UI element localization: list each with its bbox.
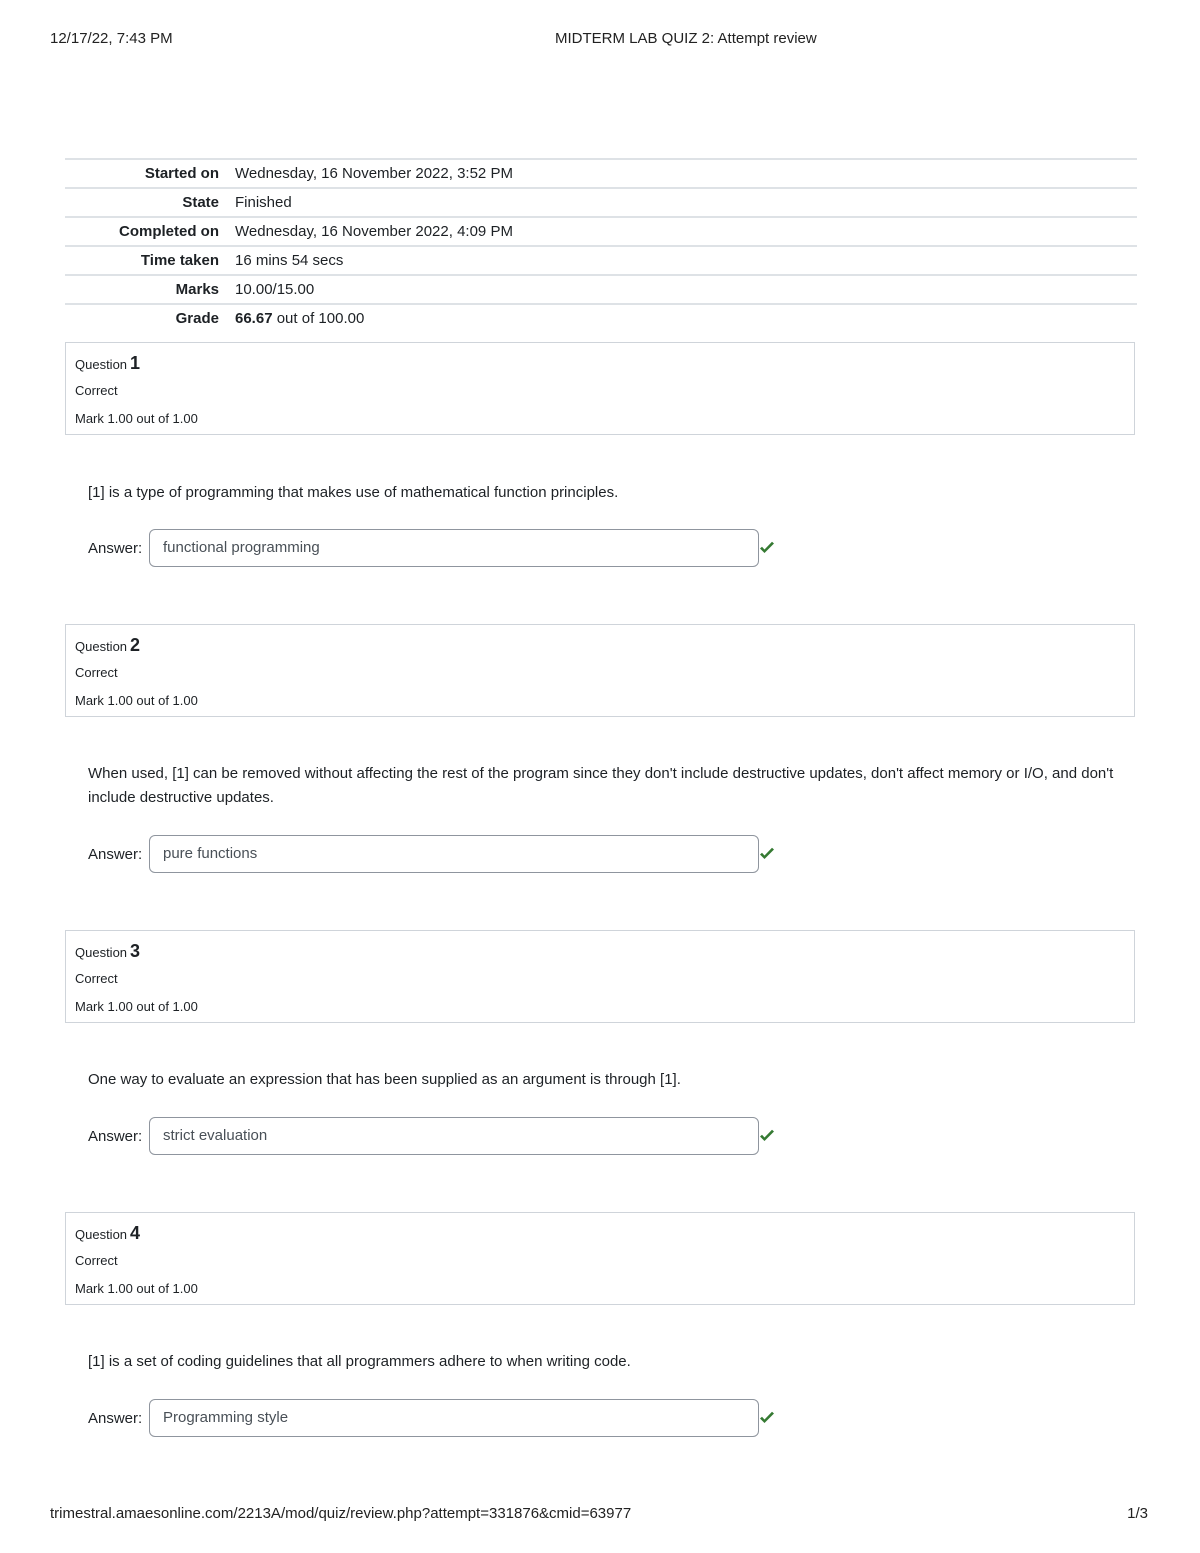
answer-label: Answer: — [88, 846, 143, 863]
print-url: trimestral.amaesonline.com/2213A/mod/quiz/review.php?attempt=331876&cmid=63977 — [50, 1505, 632, 1522]
answer-row-1 — [88, 529, 788, 569]
summary-value: Wednesday, 16 November 2022, 4:09 PM — [235, 223, 513, 240]
print-page-number: 1/3 — [1127, 1505, 1148, 1522]
question-number: Question 2 — [75, 635, 141, 655]
check-icon — [759, 847, 775, 861]
grade-out-of: out of 100.00 — [276, 310, 365, 327]
grade-score: 66.67 — [235, 310, 273, 327]
print-datetime: 12/17/22, 7:43 PM — [50, 30, 173, 47]
print-footer — [50, 1505, 1148, 1525]
question-state: Correct — [75, 383, 118, 398]
check-icon — [759, 1411, 775, 1425]
summary-label: Grade — [175, 310, 219, 327]
check-icon — [759, 541, 775, 555]
answer-row-3 — [88, 1117, 788, 1157]
summary-value: 10.00/15.00 — [235, 281, 315, 298]
print-header — [50, 30, 1150, 50]
summary-row — [65, 188, 1137, 217]
question-mark: Mark 1.00 out of 1.00 — [75, 1281, 198, 1296]
question-text-3: One way to evaluate an expression that has been supplied as an argument is through [1]. — [88, 1071, 681, 1088]
summary-label: Marks — [175, 281, 219, 298]
question-text-4: [1] is a set of coding guidelines that all programmers adhere to when writing code. — [88, 1353, 631, 1370]
question-state: Correct — [75, 971, 118, 986]
attempt-summary-table — [65, 158, 1137, 332]
summary-label: Started on — [144, 165, 219, 182]
question-info-1 — [65, 342, 1135, 435]
question-mark: Mark 1.00 out of 1.00 — [75, 411, 198, 426]
question-number: Question 4 — [75, 1223, 141, 1243]
question-info-2 — [65, 624, 1135, 717]
print-page-title: MIDTERM LAB QUIZ 2: Attempt review — [555, 30, 817, 47]
question-number: Question 1 — [75, 353, 141, 373]
summary-row — [65, 275, 1137, 304]
answer-row-2 — [88, 835, 788, 875]
answer-input[interactable]: Programming style — [149, 1399, 759, 1437]
summary-row — [65, 159, 1137, 188]
answer-input[interactable]: functional programming — [149, 529, 759, 567]
question-number: Question 3 — [75, 941, 141, 961]
answer-label: Answer: — [88, 1410, 143, 1427]
answer-input[interactable]: pure functions — [149, 835, 759, 873]
summary-value: Wednesday, 16 November 2022, 3:52 PM — [235, 165, 513, 182]
summary-label: Completed on — [119, 223, 219, 240]
question-text-1: [1] is a type of programming that makes use of mathematical function principles. — [88, 484, 619, 501]
question-mark: Mark 1.00 out of 1.00 — [75, 693, 198, 708]
question-mark: Mark 1.00 out of 1.00 — [75, 999, 198, 1014]
answer-input[interactable]: strict evaluation — [149, 1117, 759, 1155]
question-info-4 — [65, 1212, 1135, 1305]
check-icon — [759, 1129, 775, 1143]
question-state: Correct — [75, 665, 118, 680]
question-text-2: When used, [1] can be removed without affecting the rest of the program since they don't include destructive updates, don't affect memory or I/O, and don't include destructive updates. — [88, 765, 1114, 806]
question-state: Correct — [75, 1253, 118, 1268]
answer-row-4 — [88, 1399, 788, 1439]
summary-row — [65, 217, 1137, 246]
question-info-3 — [65, 930, 1135, 1023]
summary-value: Finished — [235, 194, 292, 211]
summary-value — [235, 304, 1137, 332]
summary-row — [65, 246, 1137, 275]
summary-value: 16 mins 54 secs — [235, 252, 344, 269]
summary-row — [65, 304, 1137, 332]
summary-label: Time taken — [140, 252, 219, 269]
summary-label: State — [182, 194, 219, 211]
answer-label: Answer: — [88, 540, 143, 557]
answer-label: Answer: — [88, 1128, 143, 1145]
